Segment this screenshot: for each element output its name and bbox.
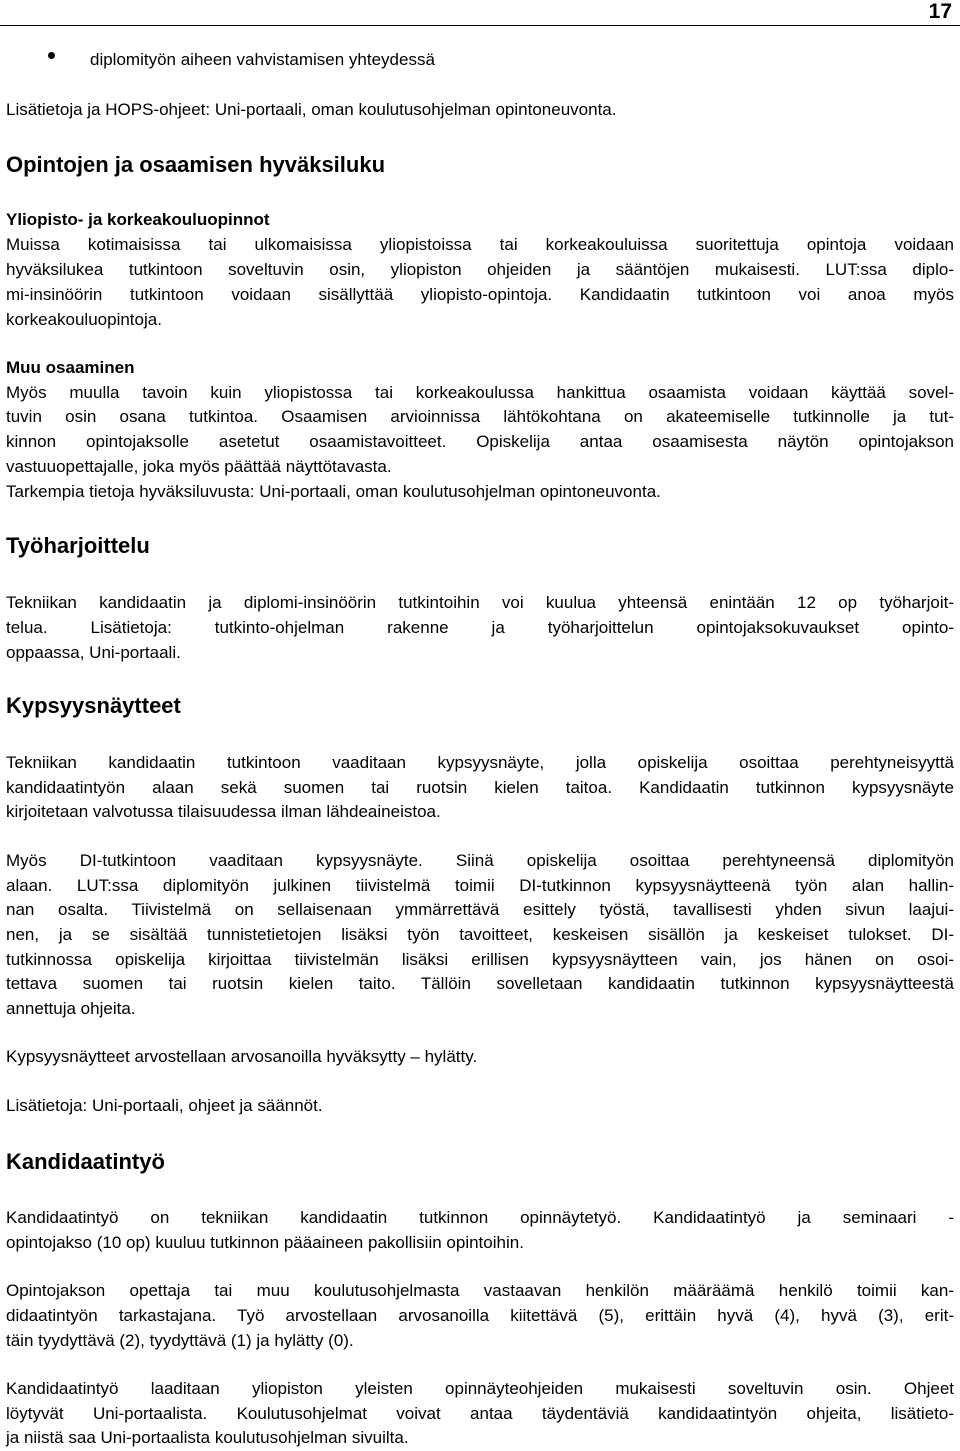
paragraph-line: kinnon opintojaksolle asetetut osaamistavoitteet. Opiskelija antaa osaamisesta näytön opintojakson [6,432,954,451]
paragraph-line: Muissa kotimaisissa tai ulkomaisissa yliopistoissa tai korkeakouluissa suoritettuja opintoja voidaan [6,235,954,254]
maturity-grading: Kypsyysnäytteet arvostellaan arvosanoilla hyväksytty – hylätty. [6,1047,478,1066]
subsection-title-university: Yliopisto- ja korkeakouluopinnot [6,210,270,229]
paragraph-line: Myös DI-tutkintoon vaaditaan kypsyysnäyte. Siinä opiskelija osoittaa perehtyneensä diplomityön [6,851,954,870]
paragraph-line: Opintojakson opettaja tai muu koulutusohjelmasta vastaavan henkilön määräämä henkilö toimii kan- [6,1281,954,1300]
paragraph-line: Tekniikan kandidaatin ja diplomi-insinöörin tutkintoihin voi kuulua yhteensä enintään 12 op työharjoit- [6,593,954,612]
bullet-icon [48,52,55,59]
section-title-maturity: Kypsyysnäytteet [6,693,181,718]
subsection-title-other-skills: Muu osaaminen [6,358,135,377]
section-title-internship: Työharjoittelu [6,533,150,558]
maturity-more-info: Lisätietoja: Uni-portaali, ohjeet ja säännöt. [6,1096,323,1115]
paragraph-line: tutkinnossa opiskelija kirjoittaa tiivistelmän lisäksi erillisen kypsyysnäytteen vain, jos hänen on osoi- [6,950,954,969]
paragraph-line: Kandidaatintyö on tekniikan kandidaatin tutkinnon opinnäytetyö. Kandidaatintyö ja seminaari - [6,1208,954,1227]
paragraph-line: Myös muulla tavoin kuin yliopistossa tai korkeakoulussa hankittua osaamista voidaan käyttää sovel- [6,383,954,402]
section-title-credit: Opintojen ja osaamisen hyväksiluku [6,152,386,177]
paragraph-line: telua. Lisätietoja: tutkinto-ohjelman rakenne ja työharjoittelun opintojaksokuvaukset opinto- [6,618,954,637]
paragraph-line: oppaassa, Uni-portaali. [6,643,181,662]
paragraph-line: vastuuopettajalle, joka myös päättää näyttötavasta. [6,457,392,476]
paragraph-line: nan osalta. Tiivistelmä on sellaisenaan ymmärrettävä esittely työstä, tavallisesti yhden sivun laajui- [6,900,954,919]
bullet-item: diplomityön aiheen vahvistamisen yhteydessä [90,50,435,69]
paragraph-line: annettuja ohjeita. [6,999,136,1018]
paragraph-line: kirjoitetaan valvotussa tilaisuudessa ilman lähdeaineistoa. [6,802,441,821]
paragraph-line: tuvin osin osana tutkintoa. Osaamisen arvioinnissa lähtökohtana on akateemiselle tutkinnolle ja tut- [6,407,954,426]
paragraph-line: hyväksilukea tutkintoon soveltuvin osin, yliopiston ohjeiden ja sääntöjen mukaisesti. LUT:ssa diplo- [6,260,954,279]
paragraph-line: löytyvät Uni-portaalista. Koulutusohjelmat voivat antaa täydentäviä kandidaatintyön ohjeita, lisätieto- [6,1404,954,1423]
paragraph-line: didaatintyön tarkastajana. Työ arvostellaan arvosanoilla kiitettävä (5), erittäin hyvä (4), hyvä (3), erit- [6,1306,954,1325]
section-title-thesis: Kandidaatintyö [6,1149,165,1174]
paragraph-line: alaan. LUT:ssa diplomityön julkinen tiivistelmä toimii DI-tutkinnon kypsyysnäytteenä työn alan hallin- [6,876,954,895]
paragraph-line: kandidaatintyön alaan sekä suomen tai ruotsin kielen taitoa. Kandidaatin tutkinnon kypsyysnäyte [6,778,954,797]
paragraph-line: opintojakso (10 op) kuuluu tutkinnon pääaineen pakollisiin opintoihin. [6,1233,524,1252]
paragraph-line: Tekniikan kandidaatin tutkintoon vaaditaan kypsyysnäyte, jolla opiskelija osoittaa perehtyneisyyttä [6,753,954,772]
paragraph-line: täin tyydyttävä (2), tyydyttävä (1) ja hylätty (0). [6,1331,354,1350]
credit-more-info: Tarkempia tietoja hyväksiluvusta: Uni-portaali, oman koulutusohjelman opintoneuvonta. [6,482,661,501]
paragraph-line: mi-insinöörin tutkintoon voidaan sisällyttää yliopisto-opintoja. Kandidaatin tutkintoon voi anoa myös [6,285,954,304]
paragraph-line: nen, ja se sisältää tunnistetietojen lisäksi työn tavoitteet, keskeisen sisällön ja keskeiset tulokset. DI- [6,925,954,944]
page-number: 17 [928,0,952,23]
hops-info: Lisätietoja ja HOPS-ohjeet: Uni-portaali, oman koulutusohjelman opintoneuvonta. [6,100,617,119]
header-rule [0,25,960,26]
paragraph-line: korkeakouluopintoja. [6,310,162,329]
paragraph-line: ja niistä saa Uni-portaalista koulutusohjelman sivuilta. [6,1428,409,1447]
paragraph-line: tettava suomen tai ruotsin kielen taito. Tällöin sovelletaan kandidaatin tutkinnon kypsyysnäytteestä [6,974,954,993]
paragraph-line: Kandidaatintyö laaditaan yliopiston yleisten opinnäyteohjeiden mukaisesti soveltuvin osin. Ohjeet [6,1379,954,1398]
